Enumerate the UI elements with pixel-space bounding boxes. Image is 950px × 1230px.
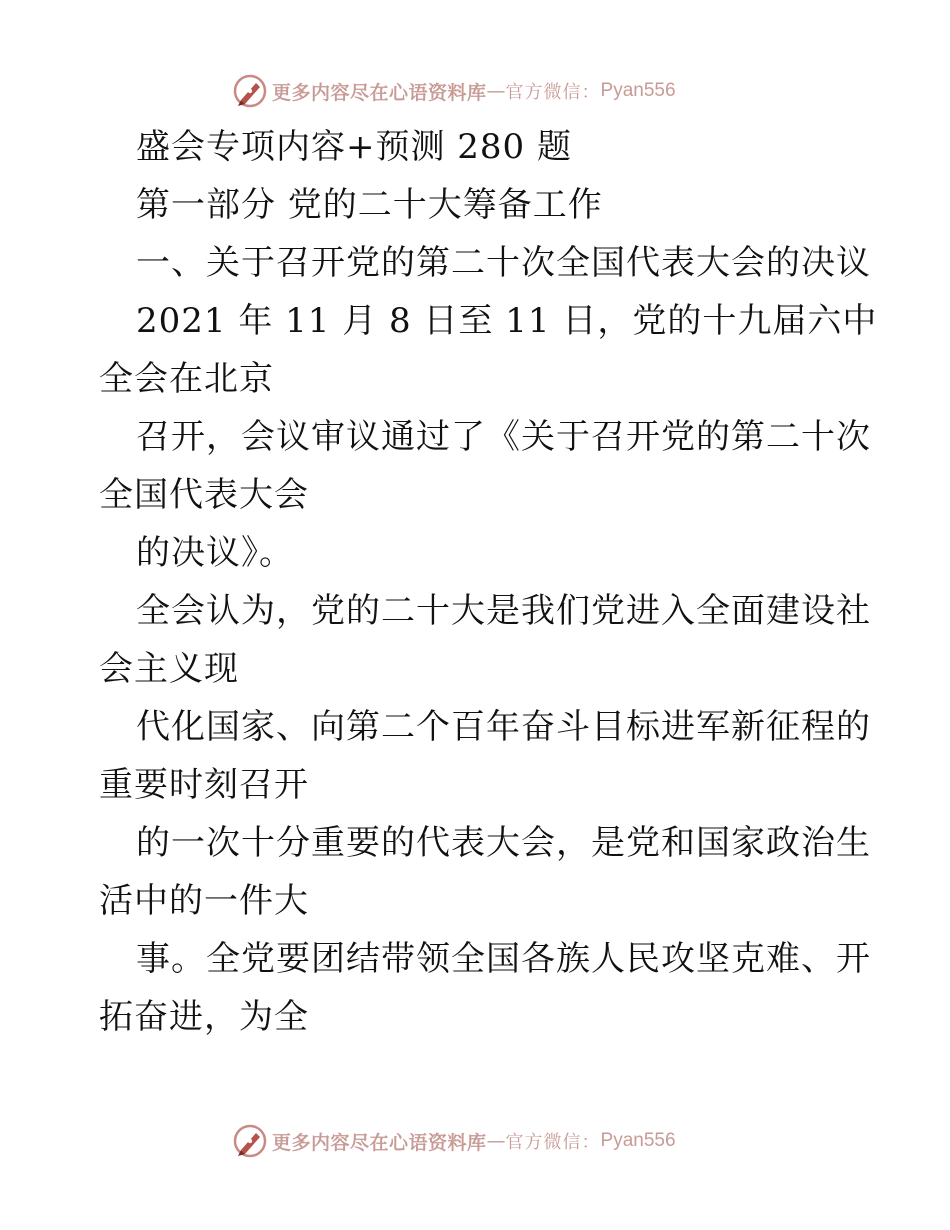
watermark-wechat-id: Pyan556 xyxy=(600,80,676,101)
body-line: 全会认为，党的二十大是我们党进入全面建设社 xyxy=(136,591,871,631)
watermark-label: 官方微信： xyxy=(505,1132,601,1153)
footer-watermark xyxy=(232,1121,752,1161)
watermark-label: 官方微信： xyxy=(505,82,601,103)
body-line: 代化国家、向第二个百年奋斗目标进军新征程的 xyxy=(136,707,871,747)
body-line: 2021 年 11 月 8 日至 11 日，党的十九届六中 xyxy=(136,301,878,341)
subsection-heading: 一、关于召开党的第二十次全国代表大会的决议 xyxy=(136,243,871,283)
body-line: 召开，会议审议通过了《关于召开党的第二十次 xyxy=(136,417,871,457)
body-line: 会主义现 xyxy=(99,649,239,689)
body-line: 全国代表大会 xyxy=(99,475,309,515)
pen-logo-icon xyxy=(232,73,268,109)
watermark-text: 更多内容尽在心语资料库 xyxy=(272,1131,487,1154)
section-heading: 第一部分 党的二十大筹备工作 xyxy=(136,185,603,225)
body-line: 事。全党要团结带领全国各族人民攻坚克难、开 xyxy=(136,939,871,979)
watermark-dash: — xyxy=(486,80,506,102)
body-line: 的一次十分重要的代表大会，是党和国家政治生 xyxy=(136,823,871,863)
watermark-dash: — xyxy=(486,1130,506,1152)
body-line: 全会在北京 xyxy=(99,359,274,399)
watermark-text: 更多内容尽在心语资料库 xyxy=(272,81,487,104)
body-line: 活中的一件大 xyxy=(99,881,309,921)
document-title: 盛会专项内容+预测 280 题 xyxy=(136,127,572,167)
watermark-wechat-id: Pyan556 xyxy=(600,1130,676,1151)
header-watermark xyxy=(232,71,752,111)
body-line: 重要时刻召开 xyxy=(99,765,309,805)
pen-logo-icon xyxy=(232,1123,268,1159)
body-line: 拓奋进，为全 xyxy=(99,997,309,1037)
body-line: 的决议》。 xyxy=(136,533,294,573)
